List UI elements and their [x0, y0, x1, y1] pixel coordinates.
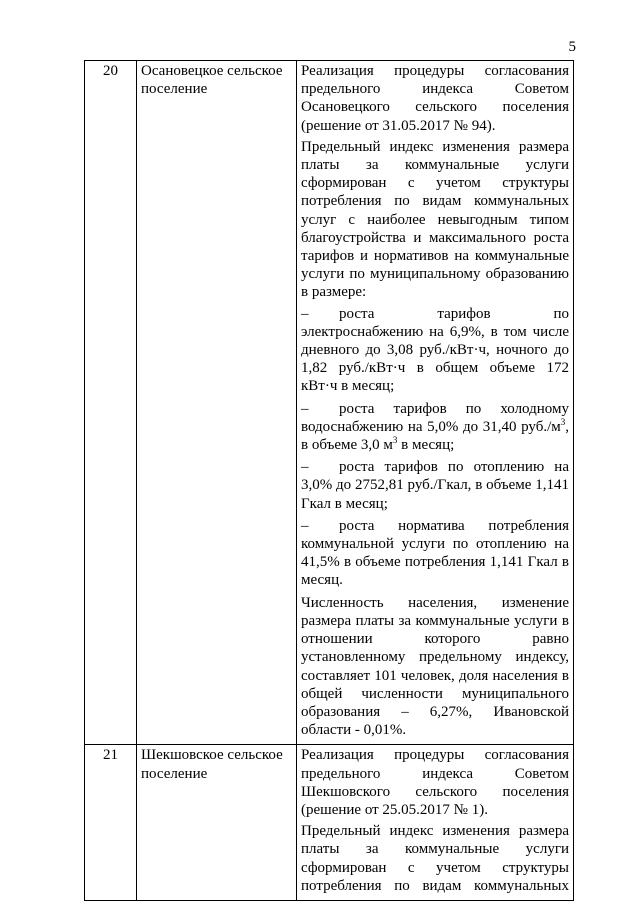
index-paragraph: Предельный индекс изменения размера платы за коммунальные услуги сформирован с учетом структуры потребления по видам коммунальных услуг с наиболее невыгодным типом благоустройства и максимального роста тарифов и нормативов на коммунальные услуги по муниципальному образованию в размере:: [301, 138, 569, 301]
municipality-table: [84, 60, 574, 901]
bullet-dash: –: [301, 400, 309, 417]
settlement-name: Осановецкое сельское поселение: [137, 61, 297, 745]
item-text: , в объеме 3,0 м: [301, 418, 569, 454]
tariff-item-water: [301, 400, 569, 455]
row-number: 21: [85, 745, 137, 901]
population-paragraph: Численность населения, изменение размера платы за коммунальные услуги в отношении которого равно установленному предельному индексу, составляет 101 человек, доля населения в общей численности муниципального образования – 6,27%, Ивановской области - 0,01%.: [301, 594, 569, 739]
item-text: в месяц;: [397, 437, 455, 454]
settlement-description: [297, 745, 574, 901]
page-number: 5: [568, 39, 576, 55]
bullet-dash: –: [301, 459, 309, 476]
settlement-name: Шекшовское сельское поселение: [137, 745, 297, 901]
superscript: 3: [392, 435, 398, 446]
table-row: [85, 745, 574, 901]
superscript: 3: [560, 416, 566, 427]
item-text: роста тарифов по электроснабжению на 6,9%, в том числе дневного до 3,08 руб./кВт·ч, ночного до 1,82 руб./кВт·ч в общем объеме 172 кВт·ч в месяц;: [301, 305, 569, 395]
row-number: 20: [85, 61, 137, 745]
bullet-dash: –: [301, 305, 309, 322]
norm-item-heating: [301, 517, 569, 590]
tariff-item-heating: [301, 458, 569, 513]
approval-paragraph: Реализация процедуры согласования предельного индекса Советом Шекшовского сельского поселения (решение от 25.05.2017 № 1).: [301, 747, 569, 818]
item-text: роста тарифов по холодному водоснабжению на 5,0% до 31,40 руб./м: [301, 400, 569, 435]
settlement-description: [297, 61, 574, 745]
item-text: роста норматива потребления коммунальной услуги по отоплению на 41,5% в объеме потребления 1,141 Гкал в месяц.: [301, 517, 569, 589]
approval-paragraph: Реализация процедуры согласования предельного индекса Советом Осановецкого сельского поселения (решение от 31.05.2017 № 94).: [301, 63, 569, 134]
table-row: [85, 61, 574, 745]
index-paragraph: Предельный индекс изменения размера платы за коммунальные услуги сформирован с учетом структуры потребления по видам коммунальных: [301, 823, 569, 894]
bullet-dash: –: [301, 517, 309, 534]
item-text: роста тарифов по отоплению на 3,0% до 2752,81 руб./Гкал, в объеме 1,141 Гкал в месяц;: [301, 459, 569, 512]
tariff-item-electricity: [301, 305, 569, 396]
